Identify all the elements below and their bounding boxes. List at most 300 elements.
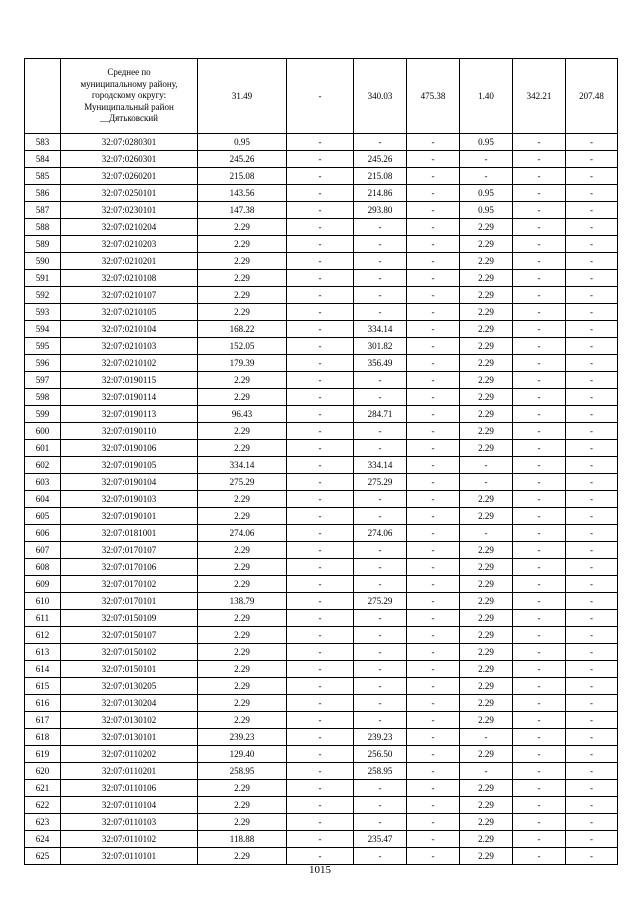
summary-value-cell: 31.49 bbox=[198, 59, 287, 134]
value-cell: - bbox=[407, 321, 460, 338]
value-cell: - bbox=[566, 202, 618, 219]
value-cell: - bbox=[566, 644, 618, 661]
value-cell: - bbox=[287, 712, 354, 729]
cadastral-number-cell: 32:07:0110103 bbox=[61, 814, 198, 831]
value-cell: 2.29 bbox=[198, 491, 287, 508]
cadastral-number-cell: 32:07:0210102 bbox=[61, 355, 198, 372]
row-index-cell: 587 bbox=[25, 202, 61, 219]
value-cell: 245.26 bbox=[354, 151, 407, 168]
value-cell: - bbox=[407, 593, 460, 610]
row-index-cell: 594 bbox=[25, 321, 61, 338]
value-cell: - bbox=[407, 440, 460, 457]
summary-label-line: __Дятьковский bbox=[100, 113, 158, 124]
value-cell: - bbox=[566, 270, 618, 287]
row-index-cell: 595 bbox=[25, 338, 61, 355]
row-index-cell: 588 bbox=[25, 219, 61, 236]
cadastral-number-cell: 32:07:0280301 bbox=[61, 134, 198, 151]
value-cell: - bbox=[566, 695, 618, 712]
value-cell: - bbox=[287, 202, 354, 219]
row-index-cell: 614 bbox=[25, 661, 61, 678]
value-cell: - bbox=[513, 355, 566, 372]
value-cell: - bbox=[566, 355, 618, 372]
cadastral-number-cell: 32:07:0190110 bbox=[61, 423, 198, 440]
cadastral-number-cell: 32:07:0210108 bbox=[61, 270, 198, 287]
row-index-cell: 586 bbox=[25, 185, 61, 202]
summary-label-line: Муниципальный район bbox=[84, 101, 174, 112]
table-row bbox=[25, 168, 618, 185]
value-cell: 334.14 bbox=[198, 457, 287, 474]
value-cell: 2.29 bbox=[198, 542, 287, 559]
row-index-cell: 609 bbox=[25, 576, 61, 593]
value-cell: 2.29 bbox=[198, 287, 287, 304]
cadastral-number-cell: 32:07:0190105 bbox=[61, 457, 198, 474]
cadastral-number-cell: 32:07:0260301 bbox=[61, 151, 198, 168]
value-cell: - bbox=[354, 780, 407, 797]
row-index-cell: 611 bbox=[25, 610, 61, 627]
row-index-cell: 612 bbox=[25, 627, 61, 644]
row-index-cell: 605 bbox=[25, 508, 61, 525]
table-row bbox=[25, 202, 618, 219]
value-cell: - bbox=[287, 491, 354, 508]
value-cell: - bbox=[513, 576, 566, 593]
value-cell: - bbox=[566, 661, 618, 678]
value-cell: 2.29 bbox=[460, 661, 513, 678]
value-cell: - bbox=[513, 134, 566, 151]
value-cell: - bbox=[354, 287, 407, 304]
summary-label-line: городскому округу: bbox=[91, 90, 167, 101]
value-cell: 2.29 bbox=[198, 440, 287, 457]
value-cell: - bbox=[287, 508, 354, 525]
cadastral-number-cell: 32:07:0110104 bbox=[61, 797, 198, 814]
value-cell: 2.29 bbox=[460, 780, 513, 797]
value-cell: - bbox=[513, 219, 566, 236]
table-row bbox=[25, 321, 618, 338]
row-index-cell: 600 bbox=[25, 423, 61, 440]
value-cell: 245.26 bbox=[198, 151, 287, 168]
value-cell: - bbox=[287, 355, 354, 372]
value-cell: 214.86 bbox=[354, 185, 407, 202]
value-cell: 2.29 bbox=[198, 219, 287, 236]
value-cell: - bbox=[407, 508, 460, 525]
row-index-cell: 621 bbox=[25, 780, 61, 797]
value-cell: - bbox=[287, 338, 354, 355]
value-cell: 2.29 bbox=[460, 678, 513, 695]
value-cell: - bbox=[407, 474, 460, 491]
value-cell: - bbox=[566, 508, 618, 525]
row-index-cell: 608 bbox=[25, 559, 61, 576]
value-cell: 0.95 bbox=[460, 134, 513, 151]
value-cell: - bbox=[407, 627, 460, 644]
value-cell: - bbox=[407, 763, 460, 780]
table-row bbox=[25, 661, 618, 678]
value-cell: - bbox=[566, 491, 618, 508]
data-table bbox=[24, 58, 618, 865]
value-cell: 2.29 bbox=[460, 559, 513, 576]
cadastral-number-cell: 32:07:0190113 bbox=[61, 406, 198, 423]
value-cell: - bbox=[566, 610, 618, 627]
value-cell: - bbox=[566, 321, 618, 338]
value-cell: - bbox=[513, 729, 566, 746]
value-cell: 275.29 bbox=[198, 474, 287, 491]
row-index-cell: 617 bbox=[25, 712, 61, 729]
value-cell: - bbox=[354, 508, 407, 525]
table-row bbox=[25, 678, 618, 695]
value-cell: - bbox=[566, 287, 618, 304]
cadastral-number-cell: 32:07:0190106 bbox=[61, 440, 198, 457]
table-row bbox=[25, 389, 618, 406]
value-cell: - bbox=[287, 780, 354, 797]
value-cell: 2.29 bbox=[460, 627, 513, 644]
value-cell: 256.50 bbox=[354, 746, 407, 763]
value-cell: 168.22 bbox=[198, 321, 287, 338]
table-row bbox=[25, 627, 618, 644]
value-cell: 118.88 bbox=[198, 831, 287, 848]
cadastral-number-cell: 32:07:0130205 bbox=[61, 678, 198, 695]
value-cell: - bbox=[287, 389, 354, 406]
value-cell: 2.29 bbox=[460, 338, 513, 355]
value-cell: 2.29 bbox=[460, 542, 513, 559]
value-cell: - bbox=[513, 508, 566, 525]
value-cell: - bbox=[407, 253, 460, 270]
value-cell: - bbox=[566, 304, 618, 321]
value-cell: 2.29 bbox=[198, 814, 287, 831]
value-cell: 239.23 bbox=[354, 729, 407, 746]
value-cell: 2.29 bbox=[460, 593, 513, 610]
cadastral-number-cell: 32:07:0170102 bbox=[61, 576, 198, 593]
table-row bbox=[25, 797, 618, 814]
row-index-cell: 596 bbox=[25, 355, 61, 372]
value-cell: 2.29 bbox=[460, 695, 513, 712]
value-cell: - bbox=[513, 338, 566, 355]
value-cell: - bbox=[407, 661, 460, 678]
value-cell: - bbox=[287, 542, 354, 559]
value-cell: 274.06 bbox=[354, 525, 407, 542]
value-cell: - bbox=[407, 729, 460, 746]
row-index-cell: 623 bbox=[25, 814, 61, 831]
table-row bbox=[25, 151, 618, 168]
table-row bbox=[25, 559, 618, 576]
value-cell: 2.29 bbox=[460, 797, 513, 814]
value-cell: - bbox=[407, 695, 460, 712]
value-cell: 2.29 bbox=[198, 661, 287, 678]
value-cell: - bbox=[407, 202, 460, 219]
value-cell: - bbox=[513, 542, 566, 559]
value-cell: 2.29 bbox=[198, 304, 287, 321]
value-cell: 179.39 bbox=[198, 355, 287, 372]
value-cell: 258.95 bbox=[354, 763, 407, 780]
value-cell: 215.08 bbox=[198, 168, 287, 185]
value-cell: - bbox=[566, 559, 618, 576]
row-index-cell: 591 bbox=[25, 270, 61, 287]
value-cell: - bbox=[513, 474, 566, 491]
value-cell: - bbox=[513, 389, 566, 406]
value-cell: 284.71 bbox=[354, 406, 407, 423]
cadastral-number-cell: 32:07:0130101 bbox=[61, 729, 198, 746]
value-cell: - bbox=[354, 576, 407, 593]
value-cell: 275.29 bbox=[354, 474, 407, 491]
value-cell: - bbox=[287, 304, 354, 321]
value-cell: - bbox=[287, 627, 354, 644]
value-cell: - bbox=[287, 474, 354, 491]
value-cell: - bbox=[407, 797, 460, 814]
value-cell: - bbox=[566, 593, 618, 610]
value-cell: 2.29 bbox=[460, 372, 513, 389]
value-cell: - bbox=[513, 202, 566, 219]
cadastral-number-cell: 32:07:0130204 bbox=[61, 695, 198, 712]
row-index-cell: 601 bbox=[25, 440, 61, 457]
value-cell: - bbox=[566, 542, 618, 559]
value-cell: - bbox=[566, 151, 618, 168]
value-cell: - bbox=[566, 338, 618, 355]
value-cell: 2.29 bbox=[460, 712, 513, 729]
value-cell: - bbox=[513, 695, 566, 712]
value-cell: 356.49 bbox=[354, 355, 407, 372]
summary-label-line: муниципальному району, bbox=[80, 78, 178, 89]
table-row bbox=[25, 593, 618, 610]
value-cell: - bbox=[407, 168, 460, 185]
value-cell: - bbox=[354, 219, 407, 236]
cadastral-number-cell: 32:07:0210105 bbox=[61, 304, 198, 321]
value-cell: 147.38 bbox=[198, 202, 287, 219]
value-cell: - bbox=[287, 746, 354, 763]
value-cell: - bbox=[287, 168, 354, 185]
value-cell: 274.06 bbox=[198, 525, 287, 542]
value-cell: 2.29 bbox=[460, 270, 513, 287]
value-cell: - bbox=[354, 372, 407, 389]
value-cell: 0.95 bbox=[198, 134, 287, 151]
value-cell: - bbox=[354, 491, 407, 508]
summary-value-cell: - bbox=[287, 59, 354, 134]
value-cell: - bbox=[566, 134, 618, 151]
value-cell: - bbox=[407, 814, 460, 831]
row-index-cell: 624 bbox=[25, 831, 61, 848]
value-cell: - bbox=[566, 372, 618, 389]
value-cell: - bbox=[407, 525, 460, 542]
value-cell: - bbox=[354, 678, 407, 695]
value-cell: - bbox=[566, 576, 618, 593]
value-cell: - bbox=[354, 610, 407, 627]
value-cell: 2.29 bbox=[460, 440, 513, 457]
value-cell: - bbox=[287, 287, 354, 304]
value-cell: 2.29 bbox=[198, 423, 287, 440]
value-cell: 2.29 bbox=[460, 219, 513, 236]
table-row bbox=[25, 712, 618, 729]
value-cell: - bbox=[407, 678, 460, 695]
value-cell: - bbox=[407, 185, 460, 202]
value-cell: - bbox=[566, 746, 618, 763]
value-cell: - bbox=[513, 253, 566, 270]
table-row bbox=[25, 355, 618, 372]
value-cell: - bbox=[407, 287, 460, 304]
row-index-cell: 616 bbox=[25, 695, 61, 712]
value-cell: 2.29 bbox=[460, 355, 513, 372]
table-row bbox=[25, 338, 618, 355]
value-cell: - bbox=[287, 576, 354, 593]
value-cell: - bbox=[460, 168, 513, 185]
value-cell: - bbox=[407, 831, 460, 848]
value-cell: 2.29 bbox=[198, 780, 287, 797]
row-index-cell: 597 bbox=[25, 372, 61, 389]
value-cell: 2.29 bbox=[198, 797, 287, 814]
value-cell: - bbox=[354, 559, 407, 576]
value-cell: - bbox=[566, 763, 618, 780]
table-row bbox=[25, 848, 618, 865]
table-row bbox=[25, 542, 618, 559]
cadastral-number-cell: 32:07:0210104 bbox=[61, 321, 198, 338]
summary-value-cell: 342.21 bbox=[513, 59, 566, 134]
value-cell: - bbox=[513, 831, 566, 848]
value-cell: - bbox=[354, 423, 407, 440]
value-cell: 2.29 bbox=[460, 610, 513, 627]
value-cell: - bbox=[354, 134, 407, 151]
value-cell: - bbox=[354, 848, 407, 865]
value-cell: 2.29 bbox=[198, 253, 287, 270]
table-row bbox=[25, 525, 618, 542]
value-cell: - bbox=[513, 559, 566, 576]
value-cell: 2.29 bbox=[460, 287, 513, 304]
value-cell: - bbox=[407, 610, 460, 627]
value-cell: - bbox=[287, 678, 354, 695]
cadastral-number-cell: 32:07:0210204 bbox=[61, 219, 198, 236]
value-cell: - bbox=[287, 219, 354, 236]
table-row bbox=[25, 695, 618, 712]
value-cell: - bbox=[513, 525, 566, 542]
row-index-cell: 584 bbox=[25, 151, 61, 168]
value-cell: - bbox=[354, 270, 407, 287]
value-cell: - bbox=[287, 457, 354, 474]
value-cell: - bbox=[513, 168, 566, 185]
value-cell: 0.95 bbox=[460, 185, 513, 202]
value-cell: - bbox=[513, 814, 566, 831]
value-cell: 2.29 bbox=[460, 304, 513, 321]
cadastral-number-cell: 32:07:0190115 bbox=[61, 372, 198, 389]
value-cell: - bbox=[407, 712, 460, 729]
value-cell: - bbox=[513, 661, 566, 678]
value-cell: - bbox=[287, 797, 354, 814]
cadastral-number-cell: 32:07:0150102 bbox=[61, 644, 198, 661]
value-cell: - bbox=[566, 831, 618, 848]
cadastral-number-cell: 32:07:0170107 bbox=[61, 542, 198, 559]
summary-label-cell bbox=[61, 59, 198, 134]
table-row bbox=[25, 406, 618, 423]
cadastral-number-cell: 32:07:0260201 bbox=[61, 168, 198, 185]
value-cell: - bbox=[566, 627, 618, 644]
value-cell: - bbox=[287, 729, 354, 746]
value-cell: - bbox=[513, 797, 566, 814]
value-cell: - bbox=[566, 440, 618, 457]
value-cell: 301.82 bbox=[354, 338, 407, 355]
value-cell: - bbox=[287, 151, 354, 168]
value-cell: - bbox=[513, 763, 566, 780]
row-index-cell: 598 bbox=[25, 389, 61, 406]
summary-value-cell: 207.48 bbox=[566, 59, 618, 134]
table-row bbox=[25, 491, 618, 508]
value-cell: - bbox=[513, 287, 566, 304]
value-cell: - bbox=[513, 185, 566, 202]
summary-label-line: Среднее по bbox=[107, 67, 151, 78]
value-cell: 2.29 bbox=[198, 678, 287, 695]
value-cell: 2.29 bbox=[198, 610, 287, 627]
value-cell: - bbox=[287, 559, 354, 576]
value-cell: - bbox=[287, 253, 354, 270]
table-row bbox=[25, 746, 618, 763]
table-row bbox=[25, 134, 618, 151]
value-cell: - bbox=[513, 440, 566, 457]
table-row bbox=[25, 185, 618, 202]
value-cell: - bbox=[460, 729, 513, 746]
row-index-cell: 589 bbox=[25, 236, 61, 253]
value-cell: - bbox=[354, 661, 407, 678]
value-cell: - bbox=[566, 457, 618, 474]
value-cell: 152.05 bbox=[198, 338, 287, 355]
row-index-cell: 603 bbox=[25, 474, 61, 491]
value-cell: - bbox=[407, 542, 460, 559]
value-cell: - bbox=[287, 661, 354, 678]
value-cell: 143.56 bbox=[198, 185, 287, 202]
row-index-cell: 625 bbox=[25, 848, 61, 865]
value-cell: - bbox=[566, 168, 618, 185]
value-cell: - bbox=[513, 491, 566, 508]
value-cell: 2.29 bbox=[198, 372, 287, 389]
value-cell: - bbox=[354, 440, 407, 457]
row-index-cell: 599 bbox=[25, 406, 61, 423]
value-cell: - bbox=[513, 848, 566, 865]
table-row bbox=[25, 508, 618, 525]
value-cell: - bbox=[407, 457, 460, 474]
table-row bbox=[25, 729, 618, 746]
row-index-cell: 585 bbox=[25, 168, 61, 185]
table-row bbox=[25, 610, 618, 627]
value-cell: - bbox=[566, 848, 618, 865]
row-index-cell: 619 bbox=[25, 746, 61, 763]
value-cell: - bbox=[407, 780, 460, 797]
row-index-cell: 607 bbox=[25, 542, 61, 559]
summary-value-cell: 340.03 bbox=[354, 59, 407, 134]
value-cell: - bbox=[354, 797, 407, 814]
table-row bbox=[25, 270, 618, 287]
value-cell: - bbox=[566, 253, 618, 270]
cadastral-number-cell: 32:07:0150107 bbox=[61, 627, 198, 644]
cadastral-number-cell: 32:07:0150101 bbox=[61, 661, 198, 678]
value-cell: 258.95 bbox=[198, 763, 287, 780]
table-row bbox=[25, 457, 618, 474]
table-row bbox=[25, 287, 618, 304]
cadastral-number-cell: 32:07:0190114 bbox=[61, 389, 198, 406]
value-cell: - bbox=[566, 185, 618, 202]
value-cell: 2.29 bbox=[198, 559, 287, 576]
value-cell: - bbox=[460, 525, 513, 542]
cadastral-number-cell: 32:07:0190103 bbox=[61, 491, 198, 508]
value-cell: 0.95 bbox=[460, 202, 513, 219]
cadastral-number-cell: 32:07:0110202 bbox=[61, 746, 198, 763]
value-cell: - bbox=[566, 406, 618, 423]
value-cell: - bbox=[287, 695, 354, 712]
cadastral-number-cell: 32:07:0170106 bbox=[61, 559, 198, 576]
value-cell: - bbox=[407, 134, 460, 151]
value-cell: 2.29 bbox=[460, 253, 513, 270]
value-cell: - bbox=[287, 134, 354, 151]
value-cell: - bbox=[354, 814, 407, 831]
cadastral-number-cell: 32:07:0110101 bbox=[61, 848, 198, 865]
cadastral-number-cell: 32:07:0190101 bbox=[61, 508, 198, 525]
summary-index-cell bbox=[25, 59, 61, 134]
cadastral-number-cell: 32:07:0190104 bbox=[61, 474, 198, 491]
value-cell: - bbox=[354, 253, 407, 270]
value-cell: - bbox=[407, 423, 460, 440]
value-cell: - bbox=[407, 848, 460, 865]
row-index-cell: 606 bbox=[25, 525, 61, 542]
value-cell: - bbox=[407, 644, 460, 661]
